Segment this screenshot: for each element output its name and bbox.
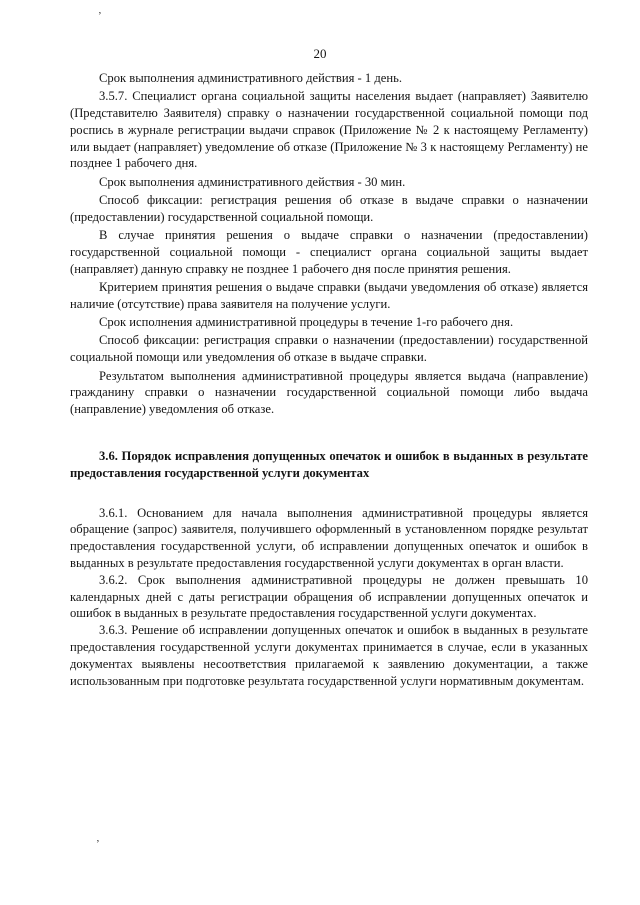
paragraph: Критерием принятия решения о выдаче справки (выдачи уведомления об отказе) является наличие (отсутствие) права заявителя на получение услуги.: [70, 280, 588, 311]
section-body: [70, 505, 588, 690]
document-body: [70, 70, 588, 689]
paragraph: Способ фиксации: регистрация решения об отказе в выдаче справки о назначении (предоставлении) государственной социальной помощи.: [70, 193, 588, 224]
paragraph: В случае принятия решения о выдаче справки о назначении (предоставлении) государственной социальной помощи - специалист органа социальной защиты выдает (направляет) данную справку не позднее 1 рабочего дня после принятия решения.: [70, 228, 588, 276]
page-number: 20: [313, 46, 327, 61]
scan-artifact-mark: ’: [96, 838, 100, 850]
paragraph: Срок выполнения административного действия - 30 мин.: [99, 174, 406, 189]
paragraph: 3.6.1. Основанием для начала выполнения административной процедуры является обращение (запрос) заявителя, получившего оформленный в установленном порядке результат предоставления государственной услуги, об исправлении допущенных опечаток и ошибок в выданных в результате предоставления государственной услуги документах в орган власти.: [70, 505, 588, 570]
scan-artifact-mark: ’: [98, 10, 102, 22]
paragraph: 3.6.2. Срок выполнения административной процедуры не должен превышать 10 календарных дней с даты регистрации обращения об исправлении допущенных опечаток и ошибок в выданных в результате предоставления государственной услуги документах.: [70, 572, 588, 621]
section-heading: 3.6. Порядок исправления допущенных опечаток и ошибок в выданных в результате предоставления государственной услуги документах: [70, 448, 588, 480]
paragraph: Способ фиксации: регистрация справки о назначении (предоставлении) государственной социальной помощи или уведомления об отказе в выдаче справки.: [70, 333, 588, 365]
paragraph: Результатом выполнения административной процедуры является выдача (направление) гражданину справки о назначении государственной социальной помощи либо выдача (направление) уведомления об отказе.: [70, 368, 588, 417]
paragraph: 3.6.3. Решение об исправлении допущенных опечаток и ошибок в выданных в результате предоставления государственной услуги документах принимается в случае, если в указанных документах выявлены несоответствия прилагаемой к заявлению документации, а также использованным при подготовке результата государственной услуги нормативным документам.: [70, 623, 588, 688]
paragraph: Срок исполнения административной процедуры в течение 1-го рабочего дня.: [99, 315, 514, 330]
paragraph: 3.5.7. Специалист органа социальной защиты населения выдает (направляет) Заявителю (Представителю Заявителя) справку о назначении государственной социальной помощи под роспись в журнале регистрации выдачи справок (Приложение № 2 к настоящему Регламенту) или выдает (направляет) уведомление об отказе (Приложение № 3 к настоящему Регламенту) не позднее 1 рабочего дня.: [70, 89, 588, 171]
paragraph: Срок выполнения административного действия - 1 день.: [99, 71, 402, 85]
